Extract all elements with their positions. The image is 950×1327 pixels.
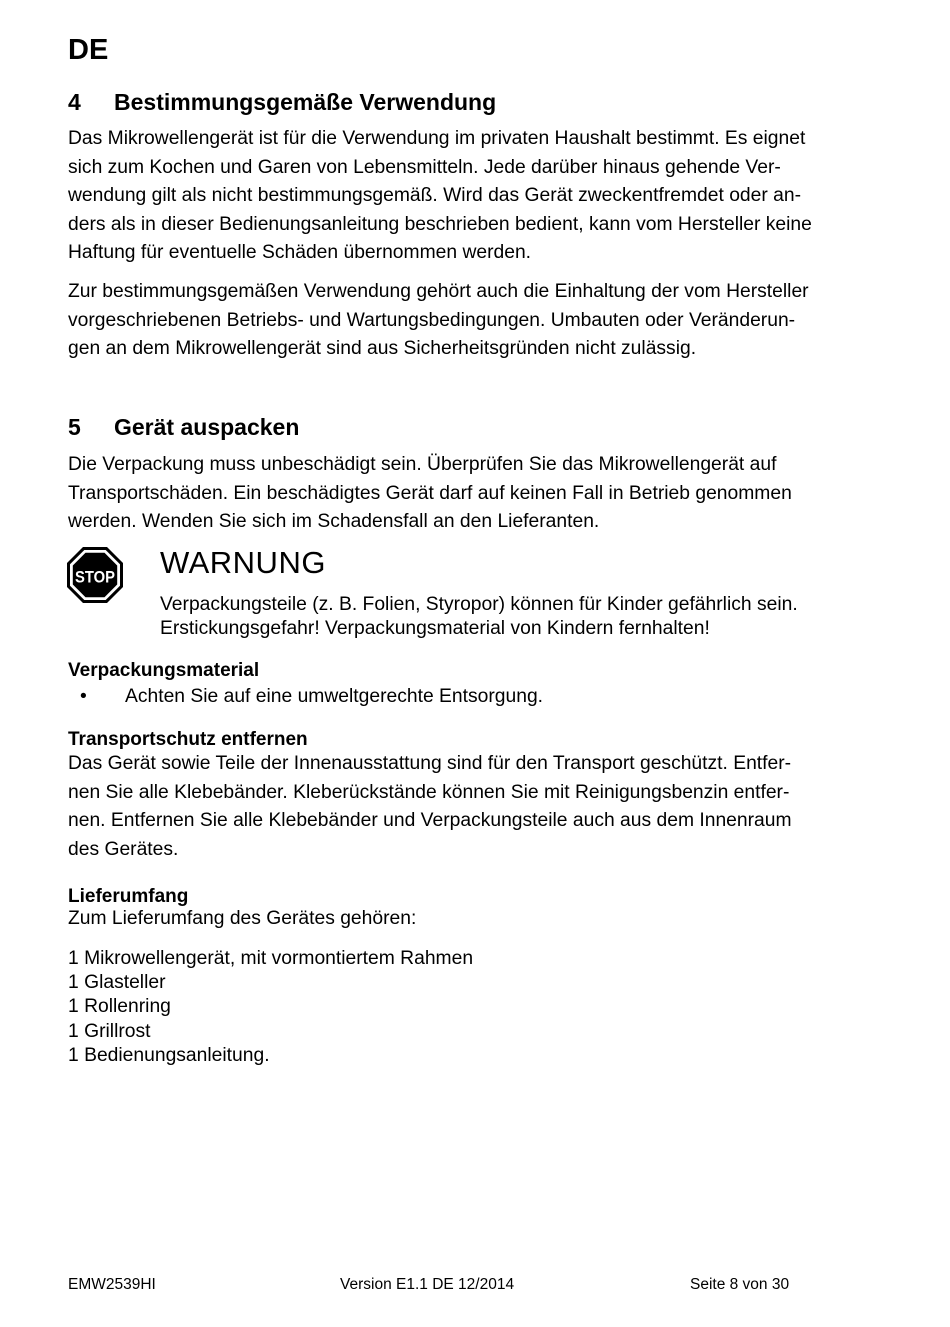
- warning-title: WARNUNG: [160, 545, 326, 580]
- section-5-number: 5: [68, 414, 81, 440]
- packaging-heading: Verpackungsmaterial: [68, 660, 260, 681]
- list-item-text: Achten Sie auf eine umweltgerechte Entsorgung.: [125, 686, 544, 707]
- text-line: vorgeschriebenen Betriebs- und Wartungsbedingungen. Umbauten oder Veränderun-: [68, 309, 796, 331]
- text-line: sich zum Kochen und Garen von Lebensmitteln. Jede darüber hinaus gehende Ver-: [68, 156, 781, 178]
- section-4-title: Bestimmungsgemäße Verwendung: [114, 89, 497, 115]
- warning-text: [160, 593, 880, 641]
- text-line: werden. Wenden Sie sich im Schadensfall an den Lieferanten.: [68, 511, 600, 533]
- delivery-list: [68, 947, 473, 1068]
- text-line: des Gerätes.: [68, 838, 179, 860]
- section-4-heading: [68, 89, 496, 116]
- text-line: Das Mikrowellengerät ist für die Verwendung im privaten Haushalt bestimmt. Es eignet: [68, 128, 806, 149]
- section-4-number: 4: [68, 89, 81, 115]
- text-line: nen Sie alle Klebebänder. Kleberückstände können Sie mit Reinigungsbenzin entfer-: [68, 781, 790, 803]
- list-item: 1 Glasteller: [68, 972, 166, 994]
- stop-sign-icon: [66, 546, 124, 604]
- footer-version: Version E1.1 DE 12/2014: [340, 1276, 515, 1293]
- section-5-heading: [68, 414, 299, 441]
- section-4-paragraph-1: [68, 125, 880, 268]
- transport-heading: Transportschutz entfernen: [68, 729, 308, 750]
- delivery-intro: Zum Lieferumfang des Gerätes gehören:: [68, 908, 417, 929]
- text-line: Zur bestimmungsgemäßen Verwendung gehört auch die Einhaltung der vom Hersteller: [68, 281, 809, 302]
- list-item: 1 Grillrost: [68, 1020, 151, 1042]
- text-line: Transportschäden. Ein beschädigtes Gerät darf auf keinen Fall in Betrieb genommen: [68, 482, 792, 504]
- transport-paragraph: [68, 750, 880, 864]
- text-line: wendung gilt als nicht bestimmungsgemäß. Wird das Gerät zweckentfremdet oder an-: [68, 185, 802, 207]
- footer-model: EMW2539HI: [68, 1276, 156, 1293]
- stop-sign-text: STOP: [75, 567, 115, 587]
- text-line: Die Verpackung muss unbeschädigt sein. Überprüfen Sie das Mikrowellengerät auf: [68, 454, 777, 475]
- text-line: Erstickungsgefahr! Verpackungsmaterial von Kindern fernhalten!: [160, 618, 710, 639]
- list-item: 1 Mikrowellengerät, mit vormontiertem Rahmen: [68, 948, 474, 969]
- bullet-icon: •: [80, 686, 87, 707]
- delivery-heading: Lieferumfang: [68, 886, 189, 907]
- text-line: ders als in dieser Bedienungsanleitung beschrieben bedient, kann vom Hersteller keine: [68, 213, 812, 235]
- text-line: Das Gerät sowie Teile der Innenausstattung sind für den Transport geschützt. Entfer-: [68, 753, 792, 774]
- section-5-paragraph: [68, 451, 880, 537]
- list-item: 1 Bedienungsanleitung.: [68, 1044, 270, 1066]
- section-4-paragraph-2: [68, 278, 880, 364]
- text-line: gen an dem Mikrowellengerät sind aus Sicherheitsgründen nicht zulässig.: [68, 338, 697, 360]
- text-line: Haftung für eventuelle Schäden übernommen werden.: [68, 242, 532, 264]
- list-item: 1 Rollenring: [68, 996, 171, 1018]
- list-item: [80, 684, 543, 710]
- text-line: Verpackungsteile (z. B. Folien, Styropor) können für Kinder gefährlich sein.: [160, 594, 798, 615]
- text-line: nen. Entfernen Sie alle Klebebänder und Verpackungsteile auch aus dem Innenraum: [68, 810, 792, 832]
- language-marker: DE: [68, 34, 109, 66]
- section-5-title: Gerät auspacken: [114, 414, 300, 440]
- footer-page-number: Seite 8 von 30: [690, 1276, 790, 1293]
